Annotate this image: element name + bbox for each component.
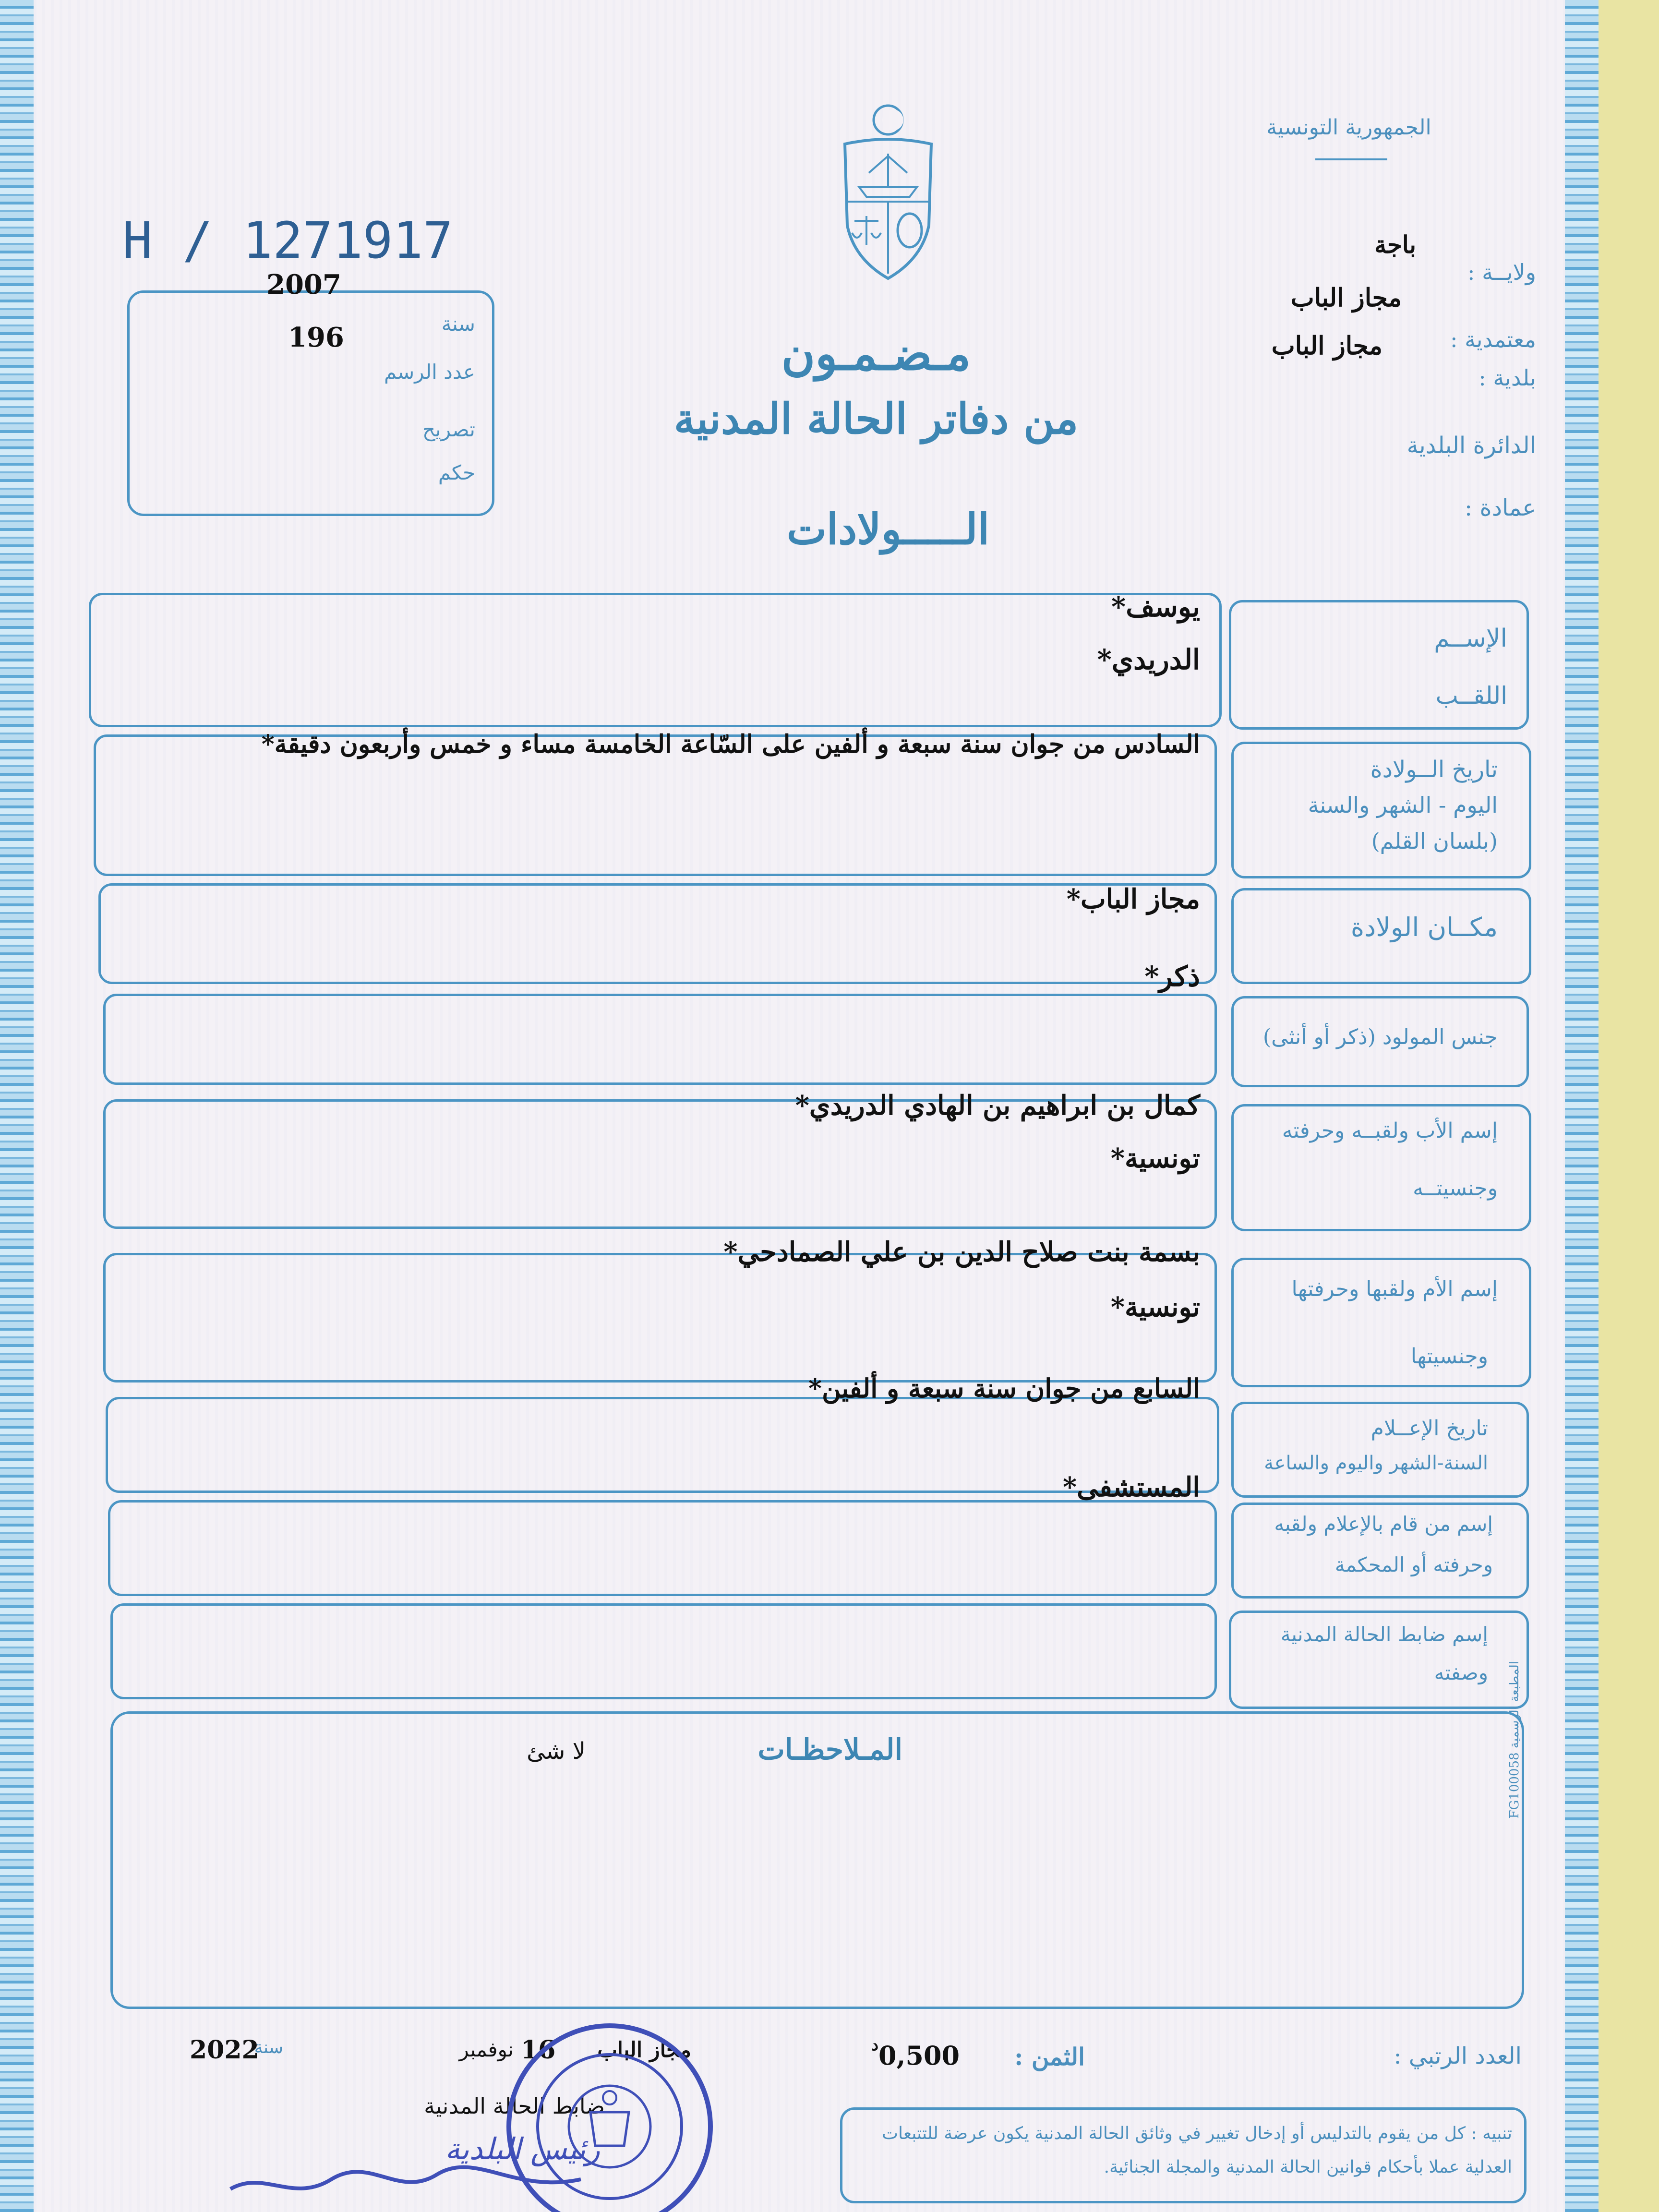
registry-number-value: 196: [288, 322, 344, 353]
birthdate-label-3: (بلسان القلم): [1371, 828, 1498, 854]
tunisia-emblem-icon: [826, 101, 950, 283]
republic-underline: [1315, 158, 1387, 160]
declaration-date-value: السابع من جوان سنة سبعة و ألفين*: [808, 1373, 1200, 1404]
serial-number: H / 1271917: [122, 211, 453, 270]
daira-label: الدائرة البلدية: [1407, 432, 1536, 459]
remarks-value: لا شئ: [527, 1738, 586, 1765]
declarant-value-box: [108, 1500, 1217, 1596]
warning-text: تنبيه : كل من يقوم بالتدليس أو إدخال تغيير في وثائق الحالة المدنية يكون عرضة للتتبعات العدلية عملا بأحكام قوانين الحالة المدنية والمجلة الجنائية.: [882, 2124, 1512, 2177]
registry-year-label: سنة: [441, 312, 475, 336]
declaration-date-label-2: السنة-الشهر واليوم والساعة: [1264, 1452, 1488, 1474]
mother-label: إسم الأم ولقبها وحرفتها: [1291, 1277, 1498, 1301]
motamadia-label: معتمدية :: [1450, 326, 1536, 352]
officer-label: إسم ضابط الحالة المدنية: [1280, 1623, 1488, 1646]
footer-month: نوفمبر: [459, 2038, 514, 2061]
baladia-value: مجاز الباب: [1271, 331, 1382, 361]
mother-label-2: وجنسيتها: [1410, 1344, 1488, 1369]
registry-year-value: 2007: [266, 269, 341, 301]
official-stamp: [480, 2021, 739, 2212]
name-value: يوسف*: [1111, 590, 1200, 623]
registry-declaration-label: تصريح: [422, 418, 475, 441]
name-label-box: [1229, 600, 1529, 730]
printer-code: المطبعة الرسمية FG100058: [1507, 1661, 1522, 1819]
security-border-left: [0, 0, 34, 2212]
republic-label: الجمهورية التونسية: [1266, 115, 1431, 140]
footer-officer: ضابط الحالة المدنية: [424, 2093, 605, 2119]
birthdate-label: تاريخ الــولادة: [1370, 756, 1498, 783]
father-nationality-value: تونسية*: [1110, 1142, 1200, 1174]
price-unit: د: [871, 2035, 879, 2055]
mother-value: بسمة بنت صلاح الدين بن علي الصمادحي*: [723, 1236, 1200, 1268]
sex-value: ذكر*: [1144, 960, 1200, 993]
name-label: الإســم: [1434, 624, 1507, 653]
wilaya-label: ولايــة :: [1467, 259, 1536, 285]
motamadia-value: مجاز الباب: [1290, 283, 1402, 313]
title-line3: الـــــولادات: [786, 504, 990, 554]
signature-title: رئيس البلدية: [445, 2131, 600, 2166]
birthplace-value: مجاز الباب*: [1066, 883, 1200, 915]
father-label-2: وجنسيتــه: [1413, 1176, 1498, 1201]
price-label: الثمن :: [1014, 2043, 1085, 2071]
footer-year-value: 2022: [190, 2035, 259, 2065]
order-number-label: العدد الرتبي :: [1394, 2043, 1522, 2069]
footer-year-label: سنة: [254, 2038, 283, 2057]
baladia-label: بلدية :: [1479, 365, 1536, 391]
declarant-label: إسم من قام بالإعلام ولقبه: [1274, 1512, 1493, 1536]
security-border-right: [1565, 0, 1599, 2212]
price-value: 0,500: [878, 2040, 960, 2071]
remarks-label: المـلاحظـات: [757, 1733, 902, 1767]
declarant-value: المستشفى*: [1062, 1471, 1200, 1503]
birthdate-value: السادس من جوان سنة سبعة و ألفين على السّاعة الخامسة مساء و خمس وأربعون دقيقة*: [261, 730, 1200, 759]
sex-value-box: [103, 994, 1217, 1085]
father-label: إسم الأب ولقبــه وحرفته: [1282, 1118, 1498, 1143]
title-line2: من دفاتر الحالة المدنية: [673, 394, 1079, 444]
surname-value: الدريدي*: [1097, 643, 1200, 676]
wilaya-value: باجة: [1374, 230, 1416, 259]
officer-label-2: وصفته: [1434, 1661, 1488, 1684]
father-value: كمال بن ابراهيم بن الهادي الدريدي*: [795, 1090, 1200, 1121]
footer-day: 16: [521, 2035, 556, 2065]
registry-number-label: عدد الرسم: [384, 360, 475, 384]
omada-label: عمادة :: [1465, 494, 1536, 521]
registry-judgment-label: حكم: [438, 461, 475, 484]
surname-label: اللقــب: [1435, 682, 1507, 709]
officer-value-box: [110, 1603, 1217, 1699]
declaration-date-label: تاريخ الإعــلام: [1370, 1416, 1488, 1441]
sex-label: جنس المولود (ذكر أو أنثى): [1262, 1025, 1498, 1049]
footer-place: مجاز الباب: [597, 2038, 691, 2062]
birthdate-label-2: اليوم - الشهر والسنة: [1308, 792, 1498, 818]
birthplace-label: مكــان الولادة: [1350, 912, 1498, 942]
mother-nationality-value: تونسية*: [1110, 1291, 1200, 1323]
declarant-label-2: وحرفته أو المحكمة: [1334, 1553, 1493, 1576]
title-line1: مـضـمـون: [781, 326, 971, 381]
